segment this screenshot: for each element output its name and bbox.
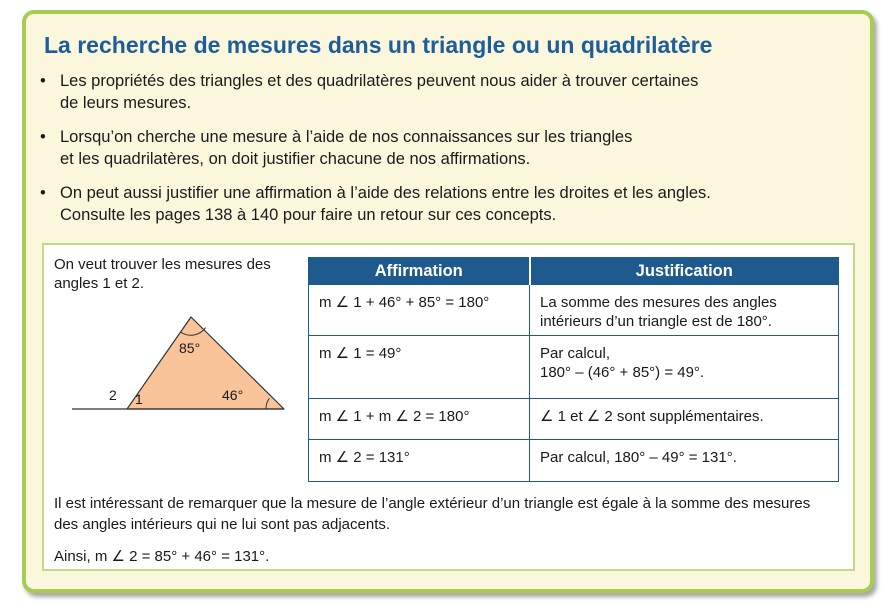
proof-table: [308, 257, 839, 482]
table-row: [309, 285, 839, 336]
bullet-symbol: •: [40, 184, 46, 202]
table-header-row: [309, 258, 839, 285]
right-angle-label: 46°: [222, 387, 244, 403]
justification-line1: Par calcul, 180° – 49° = 131°.: [540, 449, 737, 466]
table-row: [309, 399, 839, 440]
table-row: [309, 440, 839, 482]
bullet-text-line1: On peut aussi justifier une affirmation à l’aide des relations entre les droites et les angles.: [60, 184, 711, 202]
justification-cell: [530, 399, 839, 440]
justification-line1: ∠ 1 et ∠ 2 sont supplémentaires.: [540, 408, 764, 425]
justification-cell: [530, 440, 839, 482]
bullet-text-line2: et les quadrilatères, on doit justifier chacune de nos affirmations.: [60, 150, 531, 168]
bullet-item: [40, 70, 840, 114]
card-title: La recherche de mesures dans un triangle ou un quadrilatère: [44, 32, 713, 58]
justification-line1: La somme des mesures des angles: [540, 294, 777, 311]
info-card: [22, 10, 874, 593]
justification-cell: [530, 336, 839, 399]
affirmation-cell: m ∠ 1 = 49°: [309, 336, 530, 399]
angle-2-label: 2: [109, 387, 117, 403]
bullet-item: [40, 126, 840, 170]
triangle-figure: [72, 305, 292, 425]
affirmation-cell: m ∠ 1 + 46° + 85° = 180°: [309, 285, 530, 336]
justification-cell: [530, 285, 839, 336]
bullet-symbol: •: [40, 128, 46, 146]
bullet-text-line1: Lorsqu’on cherche une mesure à l’aide de nos connaissances sur les triangles: [60, 128, 633, 146]
bullet-text-line2: Consulte les pages 138 à 140 pour faire un retour sur ces concepts.: [60, 206, 557, 224]
example-box: [42, 243, 855, 571]
bullet-text-line2: de leurs mesures.: [60, 94, 192, 112]
bullet-list: [40, 70, 840, 238]
affirmation-cell: m ∠ 1 + m ∠ 2 = 180°: [309, 399, 530, 440]
example-intro: On veut trouver les mesures des angles 1 et 2.: [54, 256, 271, 292]
angle-1-label: 1: [135, 391, 143, 407]
affirmation-cell: m ∠ 2 = 131°: [309, 440, 530, 482]
justification-line2: intérieurs d’un triangle est de 180°.: [540, 313, 772, 330]
justification-line1: Par calcul,: [540, 345, 611, 362]
triangle-shape: [127, 317, 284, 409]
column-header-justification: Justification: [530, 258, 839, 285]
conclusion-line: Ainsi, m ∠ 2 = 85° + 46° = 131°.: [54, 548, 270, 565]
bullet-symbol: •: [40, 72, 46, 90]
column-header-affirmation: Affirmation: [309, 258, 530, 285]
bullet-text-line1: Les propriétés des triangles et des quadrilatères peuvent nous aider à trouver certaines: [60, 72, 699, 90]
justification-line2: 180° – (46° + 85°) = 49°.: [540, 364, 705, 381]
remark-paragraph: Il est intéressant de remarquer que la mesure de l’angle extérieur d’un triangle est égale à la somme des mesures des angles intérieurs qui ne lui sont pas adjacents.: [54, 495, 811, 533]
top-angle-label: 85°: [179, 340, 201, 356]
bullet-item: [40, 182, 840, 226]
table-row: [309, 336, 839, 399]
